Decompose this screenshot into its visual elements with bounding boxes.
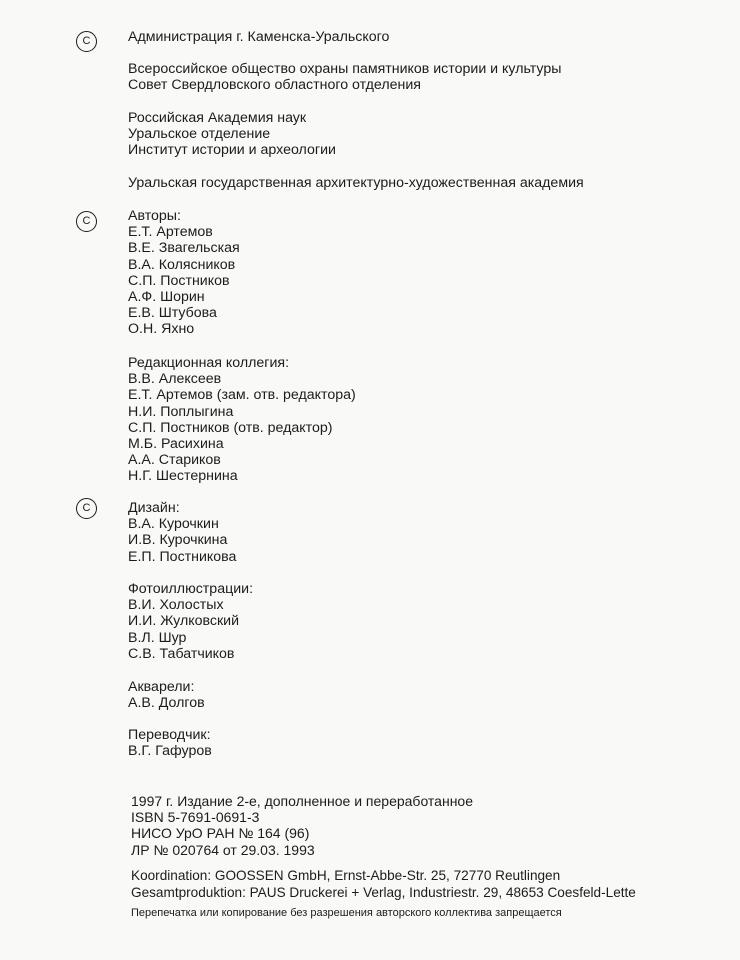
author-name: В.Е. Звагельская: [128, 240, 240, 257]
editor-name: С.П. Постников (отв. редактор): [128, 419, 333, 436]
editorial-board-section: [128, 355, 356, 485]
photos-heading: Фотоиллюстрации:: [128, 581, 254, 597]
edition-line: 1997 г. Издание 2-е, дополненное и переработанное: [131, 793, 474, 809]
translator-heading: Переводчик:: [128, 727, 211, 743]
photographer-name: И.И. Жулковский: [128, 613, 240, 630]
coordination-line: Koordination: GOOSSEN GmbH, Ernst-Abbe-Str. 25, 72770 Reutlingen: [131, 868, 561, 883]
production-block: [131, 867, 636, 901]
photographer-name: В.И. Холостых: [128, 597, 224, 614]
license-line: ЛР № 020764 от 29.03. 1993: [131, 841, 315, 858]
author-name: С.П. Постников: [128, 272, 230, 289]
publisher-academy: Российская Академия наук Уральское отделение Институт истории и археологии: [128, 110, 336, 159]
publisher-society: Всероссийское общество охраны памятников истории и культуры Совет Свердловского областного отделения: [128, 61, 562, 94]
authors-heading: Авторы:: [128, 208, 181, 224]
niso-line: НИСО УрО РАН № 164 (96): [131, 825, 310, 842]
author-name: Е.Т. Артемов: [128, 224, 213, 241]
editor-name: В.В. Алексеев: [128, 371, 222, 388]
copyright-notice: Перепечатка или копирование без разрешения авторского коллектива запрещается: [131, 907, 562, 919]
designer-name: Е.П. Постникова: [128, 548, 237, 565]
watercolors-section: [128, 679, 205, 711]
editor-name: А.А. Стариков: [128, 452, 221, 469]
author-name: В.А. Колясников: [128, 256, 236, 273]
editorial-board-heading: Редакционная коллегия:: [128, 355, 290, 371]
designer-name: В.А. Курочкин: [128, 516, 219, 533]
isbn-line: ISBN 5-7691-0691-3: [131, 809, 260, 826]
author-name: Е.В. Штубова: [128, 305, 217, 322]
translator-section: [128, 727, 212, 759]
publisher-architecture-academy: Уральская государственная архитектурно-художественная академия: [128, 175, 584, 191]
copyright-mark-design: C: [76, 498, 97, 519]
translator-name: В.Г. Гафуров: [128, 743, 212, 760]
designer-name: И.В. Курочкина: [128, 532, 228, 549]
photos-section: [128, 581, 253, 662]
watercolor-artist-name: А.В. Долгов: [128, 695, 205, 712]
editor-name: Н.Г. Шестернина: [128, 468, 238, 485]
editor-name: М.Б. Расихина: [128, 436, 224, 453]
photographer-name: С.В. Табатчиков: [128, 645, 235, 662]
design-section: [128, 500, 236, 565]
design-heading: Дизайн:: [128, 500, 180, 516]
copyright-mark-authors: C: [76, 211, 97, 232]
watercolors-heading: Акварели:: [128, 679, 195, 695]
editor-name: Е.Т. Артемов (зам. отв. редактора): [128, 387, 356, 404]
publisher-administration: Администрация г. Каменска-Уральского: [128, 29, 390, 45]
author-name: О.Н. Яхно: [128, 321, 195, 338]
photographer-name: В.Л. Шур: [128, 629, 187, 646]
copyright-mark-publishers: C: [76, 31, 97, 52]
imprint-block: [131, 793, 473, 858]
production-line: Gesamtproduktion: PAUS Druckerei + Verlag, Industriestr. 29, 48653 Coesfeld-Lette: [131, 885, 636, 900]
editor-name: Н.И. Поплыгина: [128, 403, 234, 420]
author-name: А.Ф. Шорин: [128, 289, 205, 306]
authors-section: [128, 208, 240, 338]
